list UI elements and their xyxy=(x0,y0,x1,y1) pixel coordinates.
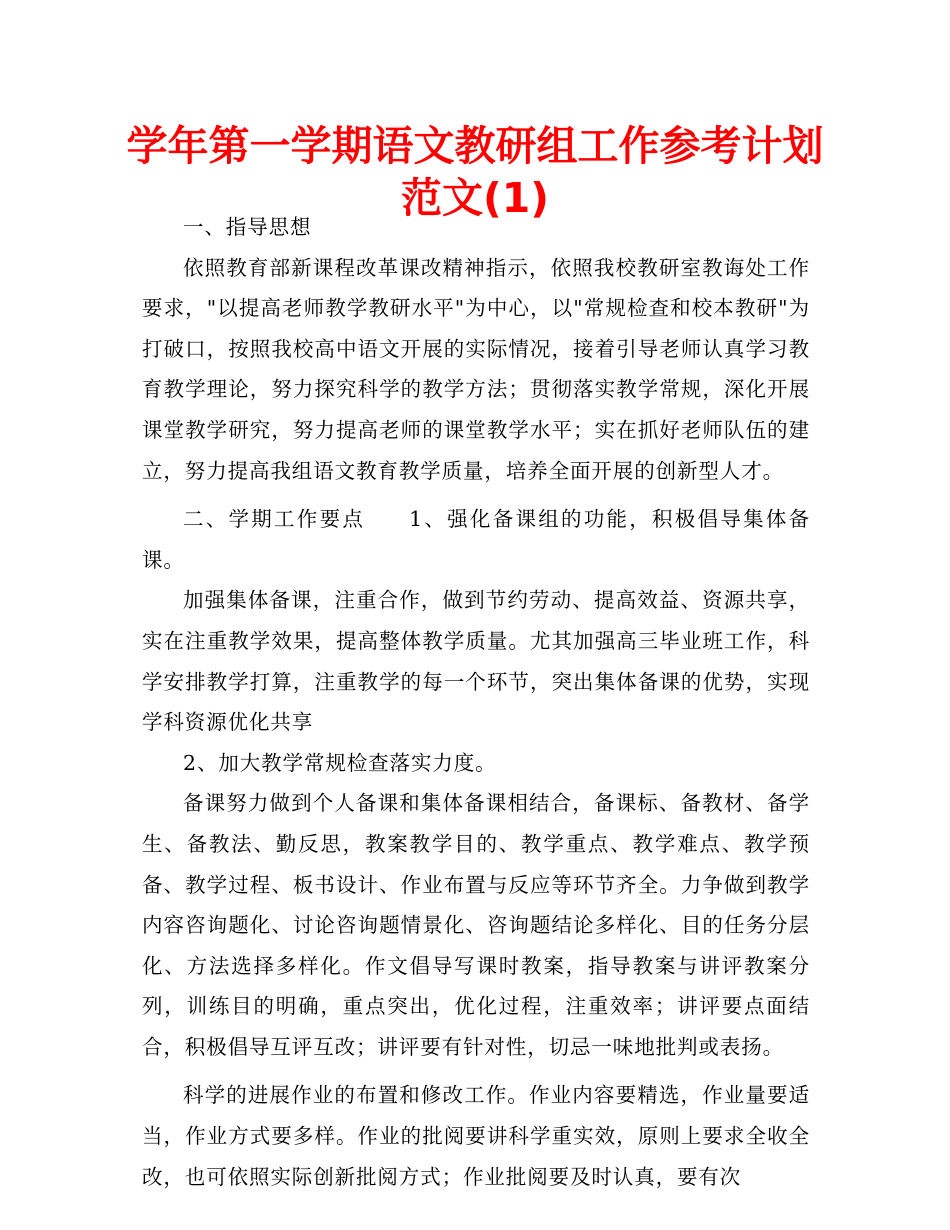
paragraph-homework: 科学的进展作业的布置和修改工作。作业内容要精选，作业量要适当，作业方式要多样。作业的批阅要讲科学重实效，原则上要求全收全改，也可依照实际创新批阅方式；作业批阅要及时认真，要有次 xyxy=(142,1083,810,1189)
paragraph-guiding-ideas: 依照教育部新课程改革课改精神指示，依照我校教研室教诲处工作要求，"以提高老师教学教研水平"为中心，以"常规检查和校本教研"为打破口，按照我校高中语文开展的实际情况，接着引导老师认真学习教育教学理论，努力探究科学的教学方法；贯彻落实教学常规，深化开展课堂教学研究，努力提高老师的课堂教学水平；实在抓好老师队伍的建立，努力提高我组语文教育教学质量，培养全面开展的创新型人才。 xyxy=(142,255,810,483)
section-heading-work-points xyxy=(142,499,810,580)
section-heading-guiding-ideas: 一、指导思想 xyxy=(183,215,312,239)
document-title: 学年第一学期语文教研组工作参考计划范文(1) xyxy=(126,122,824,222)
point-2-heading: 2、加大教学常规检查落实力度。 xyxy=(183,750,497,775)
point-1-heading: 1、强化备课组的功能，积极倡导集体备课。 xyxy=(142,507,811,572)
document-body xyxy=(142,207,810,1197)
paragraph-lesson-prep-routine: 备课努力做到个人备课和集体备课相结合，备课标、备教材、备学生、备教法、勤反思，教案教学目的、教学重点、教学难点、教学预备、教学过程、板书设计、作业布置与反应等环节齐全。力争做到教学内容咨询题化、讨论咨询题情景化、咨询题结论多样化、目的任务分层化、方法选择多样化。作文倡导写课时教案，指导教案与讲评教案分列，训练目的明确，重点突出，优化过程，注重效率；讲评要点面结合，积极倡导互评互改；讲评要有针对性，切忌一味地批判或表扬。 xyxy=(142,791,810,1059)
paragraph-collective-lesson-prep: 加强集体备课，注重合作，做到节约劳动、提高效益、资源共享，实在注重教学效果，提高整体教学质量。尤其加强高三毕业班工作，科学安排教学打算，注重教学的每一个环节，突出集体备课的优势，实现学科资源优化共享 xyxy=(142,588,810,735)
section-heading-work-points-text: 二、学期工作要点 xyxy=(183,507,366,532)
